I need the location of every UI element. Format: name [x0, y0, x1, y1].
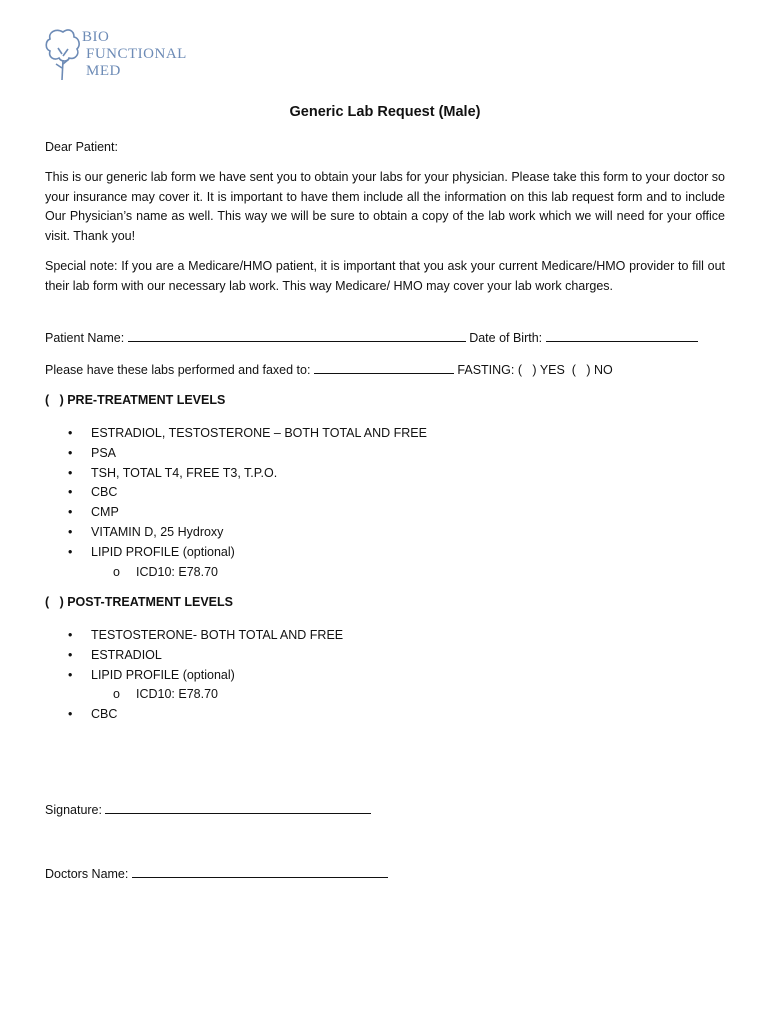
list-item [68, 464, 427, 484]
bullet-icon: • [68, 445, 73, 460]
list-item [68, 666, 343, 686]
list-item-label: ESTRADIOL [91, 647, 162, 662]
patient-name-label: Patient Name: [45, 331, 125, 345]
dob-label: Date of Birth: [469, 331, 543, 345]
pre-treatment-heading: ( ) PRE-TREATMENT LEVELS [45, 393, 226, 407]
fax-info-row [45, 361, 613, 377]
faxed-to-field[interactable] [314, 361, 454, 374]
list-item-label: TSH, TOTAL T4, FREE T3, T.P.O. [91, 465, 278, 480]
patient-name-field[interactable] [128, 329, 466, 342]
logo-line-2: FUNCTIONAL [86, 46, 187, 62]
list-item [68, 626, 343, 646]
document-title: Generic Lab Request (Male) [289, 104, 481, 120]
signature-row [45, 801, 371, 817]
sub-bullet-icon: o [113, 687, 120, 702]
bullet-icon: • [68, 485, 73, 500]
logo-line-1: BIO [82, 29, 110, 45]
signature-label: Signature: [45, 803, 102, 817]
bullet-icon: • [68, 524, 73, 539]
list-item [68, 705, 343, 725]
patient-info-row [45, 329, 698, 345]
dob-field[interactable] [546, 329, 698, 342]
list-item-label: VITAMIN D, 25 Hydroxy [91, 524, 224, 539]
tree-icon [44, 24, 82, 82]
bullet-icon: • [68, 707, 73, 722]
list-item [68, 424, 427, 444]
sub-list-item-label: ICD10: E78.70 [136, 564, 218, 579]
signature-field[interactable] [105, 801, 371, 814]
intro-paragraph: This is our generic lab form we have sent you to obtain your labs for your physician. Please take this form to your doctor so your insurance may cover it. It is important to have them include all the information on this lab request form and to include Our Physician’s name as well. This way we will be sure to obtain a copy of the lab work which we will need for your office visit. Thank you! [45, 170, 725, 243]
bullet-icon: • [68, 544, 73, 559]
sub-list-item [68, 563, 427, 583]
list-item-label: CMP [91, 505, 119, 520]
list-item-label: TESTOSTERONE- BOTH TOTAL AND FREE [91, 628, 344, 642]
sub-bullet-icon: o [113, 564, 120, 579]
list-item [68, 483, 427, 503]
sub-list-item-label: ICD10: E78.70 [136, 687, 218, 702]
list-item-label: CBC [91, 485, 118, 500]
list-item-label: PSA [91, 445, 117, 460]
bullet-icon: • [68, 505, 73, 520]
bullet-icon: • [68, 426, 73, 440]
list-item [68, 503, 427, 523]
logo [44, 24, 214, 84]
bullet-icon: • [68, 628, 73, 642]
list-item-label: CBC [91, 707, 118, 722]
fasting-label: FASTING: ( ) YES ( ) NO [457, 363, 613, 377]
post-treatment-list [68, 626, 343, 725]
list-item [68, 543, 427, 563]
bullet-icon: • [68, 647, 73, 662]
logo-line-3: MED [86, 63, 121, 79]
list-item [68, 523, 427, 543]
doctors-name-label: Doctors Name: [45, 867, 129, 881]
list-item-label: LIPID PROFILE (optional) [91, 667, 235, 682]
logo-wordmark [82, 29, 187, 80]
list-item [68, 646, 343, 666]
greeting: Dear Patient: [45, 140, 118, 154]
post-treatment-heading: ( ) POST-TREATMENT LEVELS [45, 595, 233, 609]
list-item-label: LIPID PROFILE (optional) [91, 544, 235, 559]
bullet-icon: • [68, 465, 73, 480]
bullet-icon: • [68, 667, 73, 682]
doctors-name-field[interactable] [132, 865, 388, 878]
doctors-name-row [45, 865, 388, 881]
pre-treatment-list [68, 424, 427, 582]
list-item-label: ESTRADIOL, TESTOSTERONE – BOTH TOTAL AND FREE [91, 426, 427, 440]
special-note-paragraph: Special note: If you are a Medicare/HMO patient, it is important that you ask your current Medicare/HMO provider to fill out their lab form with our necessary lab work. This way Medicare/ HMO may cover your lab work charges. [45, 259, 725, 293]
faxed-to-label: Please have these labs performed and faxed to: [45, 363, 311, 377]
sub-list-item [68, 685, 343, 705]
list-item [68, 444, 427, 464]
